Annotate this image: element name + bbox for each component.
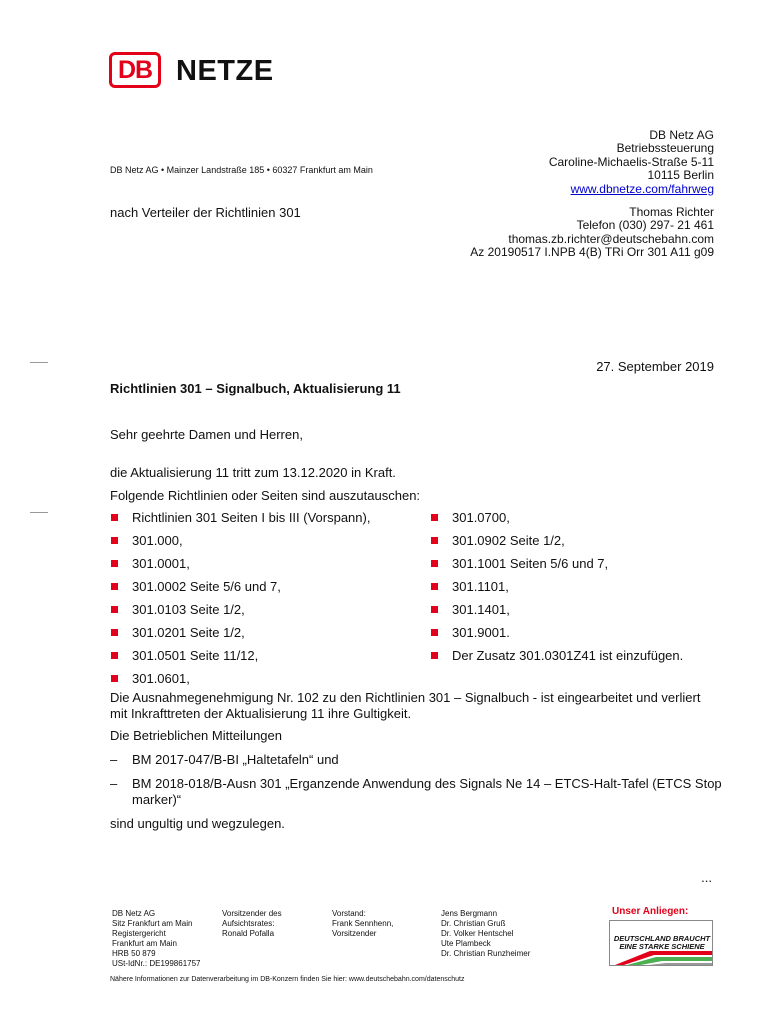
bullet-square-icon (111, 629, 118, 636)
list-item: 301.1101, (430, 579, 720, 602)
address-department: Betriebssteuerung (616, 141, 714, 156)
bullet-square-icon (111, 514, 118, 521)
closing-sentence: sind ungultig und wegzulegen. (110, 816, 285, 831)
badge-text: DEUTSCHLAND BRAUCHT EINE STARKE SCHIENE (613, 934, 711, 951)
footer-board: Vorstand: Frank Sennhenn, Vorsitzender (332, 909, 394, 938)
bullet-square-icon (111, 583, 118, 590)
bullet-square-icon (431, 560, 438, 567)
fold-mark (30, 512, 48, 513)
sender-return-address: DB Netz AG • Mainzer Landstraße 185 • 60327 Frankfurt am Main (110, 165, 373, 175)
list-item: 301.0002 Seite 5/6 und 7, (110, 579, 430, 602)
address-street: Caroline-Michaelis-Straße 5-11 (548, 154, 714, 169)
list-item: – BM 2018-018/B-Ausn 301 „Erganzende Anwendung des Signals Ne 14 – ETCS-Halt-Tafel (ETCS Stop marker)“ (110, 776, 722, 807)
list-item: 301.1401, (430, 602, 720, 625)
list-item: 301.0501 Seite 11/12, (110, 648, 430, 671)
list-item: 301.9001. (430, 625, 720, 648)
website-link[interactable]: www.dbnetze.com/fahrweg (570, 181, 714, 196)
bullet-square-icon (431, 514, 438, 521)
bullet-square-icon (111, 537, 118, 544)
bullet-square-icon (431, 652, 438, 659)
bullet-square-icon (111, 606, 118, 613)
continuation-mark: ... (701, 870, 712, 885)
intro-list-heading: Folgende Richtlinien oder Seiten sind auszutauschen: (110, 488, 421, 503)
list-item: 301.0601, (110, 671, 430, 694)
db-logo: DB (109, 52, 161, 88)
bullet-list-left (110, 510, 430, 694)
netze-logo-text: NETZE (176, 55, 274, 87)
list-item: 301.0902 Seite 1/2, (430, 533, 720, 556)
bullet-square-icon (111, 675, 118, 682)
reference-number: Az 20190517 I.NPB 4(B) TRi Orr 301 A11 g09 (470, 245, 714, 260)
contact-phone: Telefon (030) 297- 21 461 (576, 218, 714, 233)
bullet-square-icon (431, 537, 438, 544)
letter-date: 27. September 2019 (596, 359, 714, 374)
recipient: nach Verteiler der Richtlinien 301 (110, 205, 301, 220)
bullet-list-right (430, 510, 720, 671)
fold-mark (30, 362, 48, 363)
intro-paragraph: die Aktualisierung 11 tritt zum 13.12.2020 in Kraft. (110, 465, 396, 480)
list-item: 301.000, (110, 533, 430, 556)
address-company: DB Netz AG (649, 128, 714, 142)
contact-email: thomas.zb.richter@deutschebahn.com (508, 231, 714, 246)
bullet-square-icon (111, 560, 118, 567)
address-city: 10115 Berlin (647, 168, 714, 183)
notices-heading: Die Betrieblichen Mitteilungen (110, 728, 282, 743)
anliegen-title: Unser Anliegen: (612, 906, 689, 917)
list-item: 301.1001 Seiten 5/6 und 7, (430, 556, 720, 579)
dash-bullet: – (110, 776, 118, 791)
address-block (549, 129, 714, 196)
list-item: 301.0001, (110, 556, 430, 579)
contact-block (470, 206, 714, 260)
bullet-square-icon (111, 652, 118, 659)
bullet-square-icon (431, 583, 438, 590)
list-item: Richtlinien 301 Seiten I bis III (Vorspann), (110, 510, 430, 533)
privacy-note: Nähere Informationen zur Datenverarbeitung im DB-Konzern finden Sie hier: www.deutschebahn.com/datenschutz (110, 976, 465, 983)
exception-paragraph: Die Ausnahmegenehmigung Nr. 102 zu den Richtlinien 301 – Signalbuch - ist eingearbeitet und verliert mit Inkrafttreten der Aktualisierung 11 ihre Gultigkeit. (110, 690, 701, 721)
strong-rail-badge (609, 920, 713, 966)
footer-supervisory-board: Vorsitzender des Aufsichtsrates: Ronald Pofalla (222, 909, 282, 938)
list-item: 301.0201 Seite 1/2, (110, 625, 430, 648)
list-item: Der Zusatz 301.0301Z41 ist einzufügen. (430, 648, 720, 671)
list-item: – BM 2017-047/B-BI „Haltetafeln“ und (110, 752, 339, 767)
footer-company-info: DB Netz AG Sitz Frankfurt am Main Registergericht Frankfurt am Main HRB 50 879 USt-IdNr.: DE199861757 (112, 909, 201, 968)
subject-line: Richtlinien 301 – Signalbuch, Aktualisierung 11 (110, 381, 401, 396)
bullet-square-icon (431, 606, 438, 613)
contact-name: Thomas Richter (629, 205, 714, 219)
footer-board-members: Jens Bergmann Dr. Christian Gruß Dr. Volker Hentschel Ute Plambeck Dr. Christian Runzheimer (441, 909, 531, 958)
bullet-square-icon (431, 629, 438, 636)
dash-bullet: – (110, 752, 118, 767)
salutation: Sehr geehrte Damen und Herren, (110, 427, 303, 442)
list-item: 301.0103 Seite 1/2, (110, 602, 430, 625)
list-item: 301.0700, (430, 510, 720, 533)
